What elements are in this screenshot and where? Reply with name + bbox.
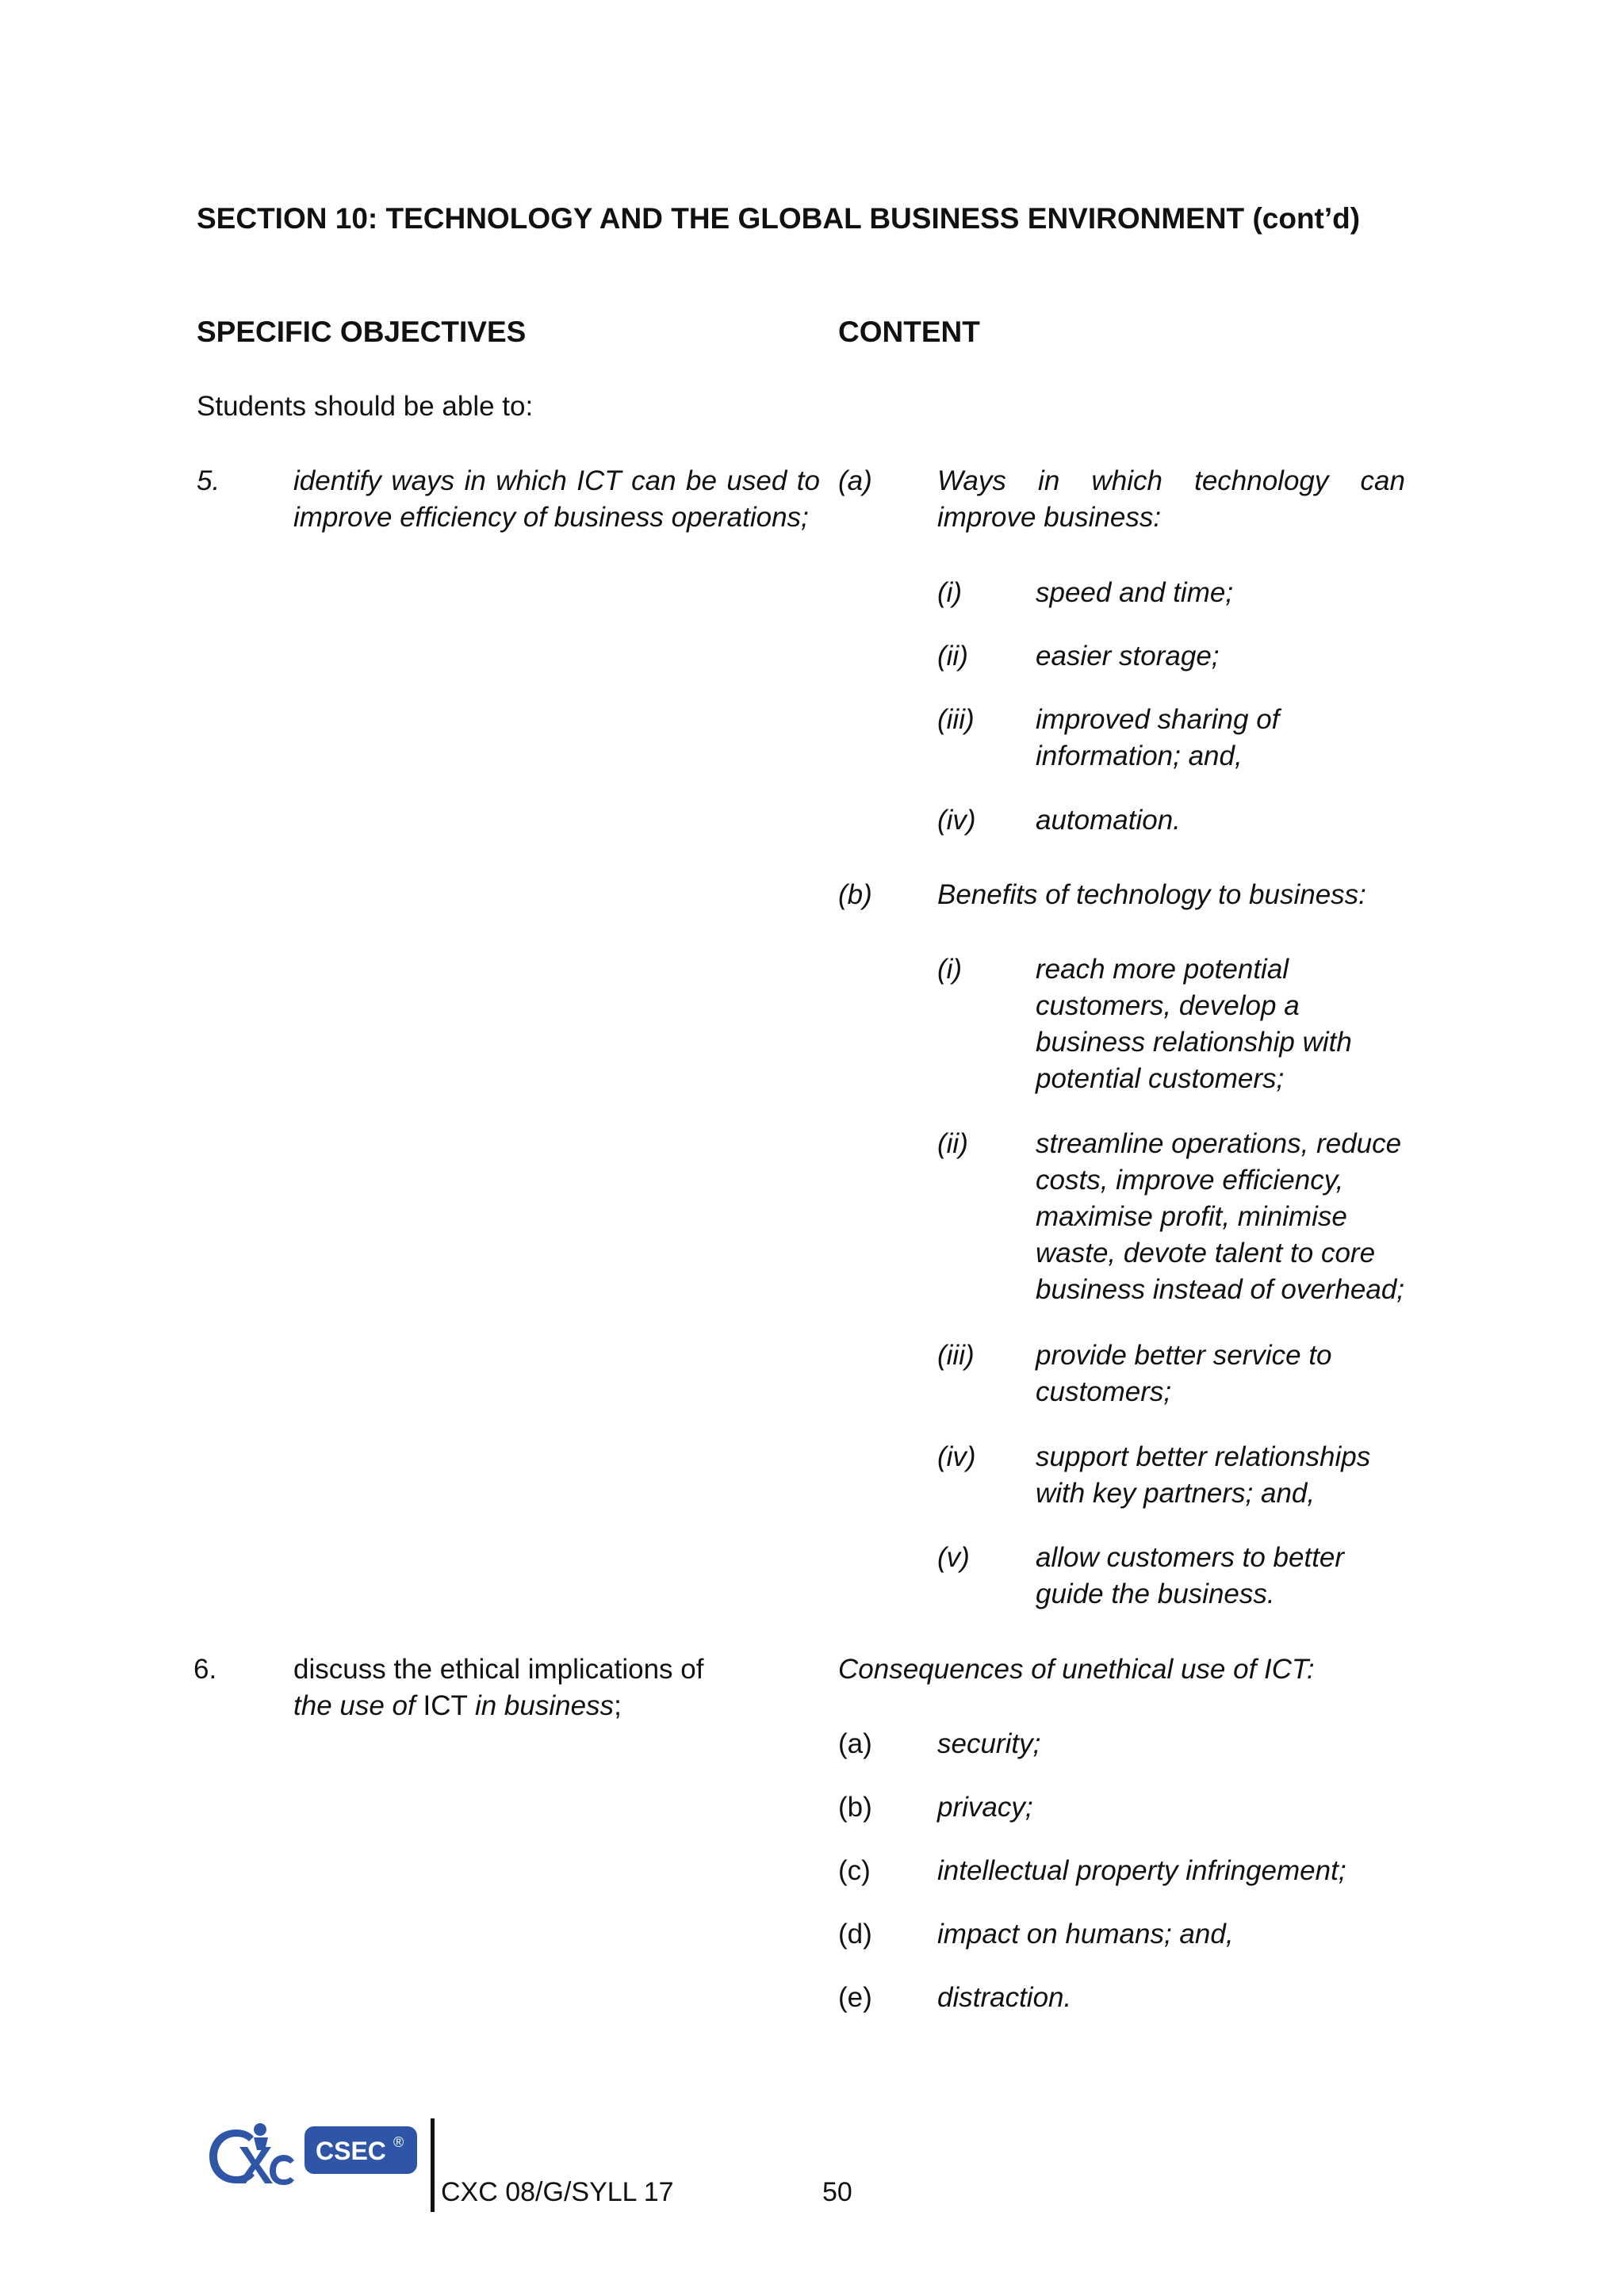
list-item-text: allow customers to better guide the business.: [1036, 1542, 1345, 1609]
list-item-text: support better relationships with key partners; and,: [1036, 1441, 1371, 1509]
list-item-number: (e): [838, 1982, 872, 2013]
list-item-text: automation.: [1036, 805, 1181, 836]
objective-text-fragment: ;: [614, 1690, 622, 1721]
syllabus-code: CXC 08/G/SYLL 17: [441, 2177, 674, 2207]
list-item-number: (a): [838, 1728, 872, 1759]
logo-registered-mark: ®: [393, 2134, 404, 2150]
list-item-text: provide better service to customers;: [1036, 1340, 1332, 1407]
footer-divider: [431, 2118, 435, 2212]
objective-number: 5.: [197, 465, 220, 496]
cxc-emblem-icon: [209, 2123, 294, 2185]
list-item-number: (i): [937, 577, 963, 608]
list-item-text: streamline operations, reduce costs, improve efficiency, maximise profit, minimise waste, devote talent to core business instead of overhead;: [1036, 1128, 1405, 1305]
list-item-text: privacy;: [937, 1792, 1033, 1823]
logo-text: CSEC: [316, 2137, 386, 2165]
list-item-text: reach more potential customers, develop a business relationship with potential customers;: [1036, 954, 1352, 1094]
objective-number: 6.: [193, 1654, 217, 1685]
content-label: (a): [838, 465, 872, 496]
list-item-number: (iv): [937, 1441, 976, 1472]
list-item-text: distraction.: [937, 1982, 1072, 2013]
list-item-number: (i): [937, 954, 963, 985]
page-number: 50: [822, 2177, 852, 2207]
list-item-number: (iv): [937, 805, 976, 836]
list-item-text: speed and time;: [1036, 577, 1234, 608]
list-item-text: intellectual property infringement;: [937, 1855, 1346, 1886]
content-label: (b): [838, 879, 872, 910]
list-item-number: (d): [838, 1919, 872, 1950]
objective-text-fragment: in business: [474, 1690, 615, 1721]
objective-text: discuss the ethical implications of: [293, 1654, 704, 1685]
list-item-number: (iii): [937, 1340, 975, 1371]
list-item-number: (ii): [937, 641, 968, 672]
objective-text-fragment: ICT: [423, 1690, 468, 1721]
list-item-number: (v): [937, 1542, 970, 1573]
list-item-text: security;: [937, 1728, 1041, 1759]
list-item-text: improved sharing of information; and,: [1036, 704, 1280, 771]
list-item-number: (iii): [937, 704, 975, 735]
list-item-number: (ii): [937, 1128, 968, 1159]
content-text: Benefits of technology to business:: [937, 879, 1366, 910]
content-heading: Consequences of unethical use of ICT:: [838, 1654, 1315, 1685]
objective-text-fragment: the use of: [293, 1690, 416, 1721]
list-item-number: (c): [838, 1855, 871, 1886]
column-heading-content: CONTENT: [838, 316, 980, 348]
intro-text: Students should be able to:: [197, 391, 534, 422]
list-item-text: impact on humans; and,: [937, 1919, 1234, 1950]
section-title: SECTION 10: TECHNOLOGY AND THE GLOBAL BUSINESS ENVIRONMENT (cont’d): [197, 202, 1361, 235]
content-text: Ways in which technology can improve business:: [937, 465, 1405, 533]
objective-text-continued: [293, 1688, 622, 1724]
cxc-csec-logo: [205, 2115, 420, 2195]
list-item-text: easier storage;: [1036, 641, 1220, 672]
list-item-number: (b): [838, 1792, 872, 1823]
column-heading-objectives: SPECIFIC OBJECTIVES: [197, 316, 527, 348]
objective-text: identify ways in which ICT can be used to improve efficiency of business operations;: [293, 465, 820, 533]
